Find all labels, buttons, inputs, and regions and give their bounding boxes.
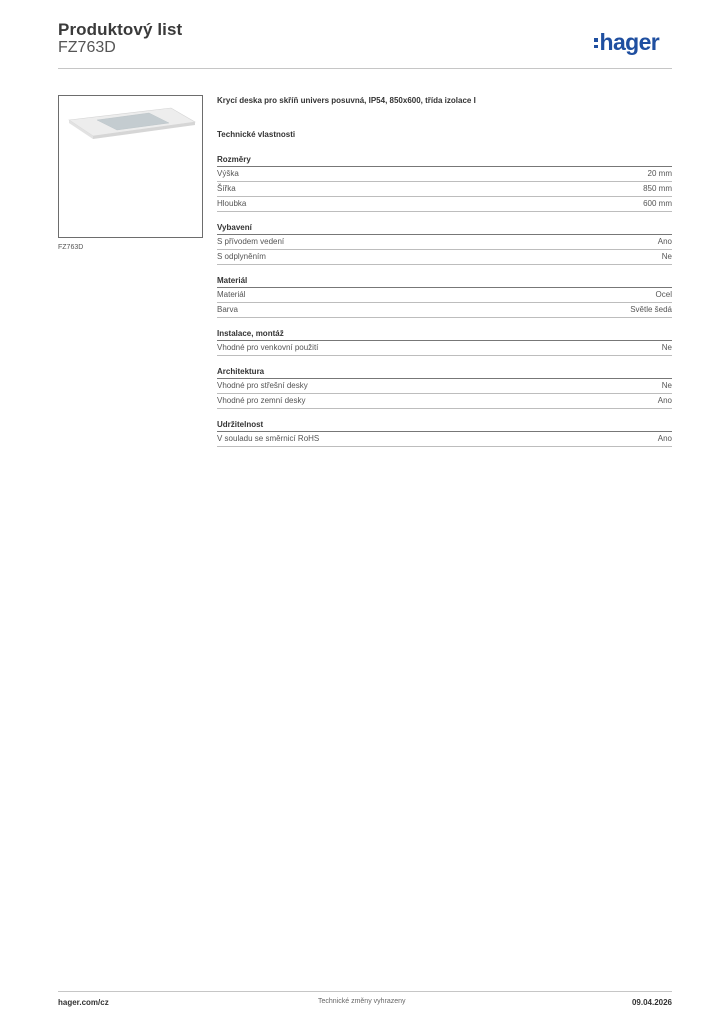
section-title: Instalace, montáž [217,329,672,341]
property-section [217,223,672,265]
property-row [217,235,672,250]
property-label: Vhodné pro venkovní použití [217,343,319,352]
property-row [217,167,672,182]
property-row [217,288,672,303]
property-label: Vhodné pro střešní desky [217,381,308,390]
property-label: Hloubka [217,199,247,208]
logo-dots-icon [594,38,598,48]
property-value: Ne [661,343,672,352]
properties-list [217,155,672,447]
property-value: 600 mm [643,199,672,208]
property-row [217,394,672,409]
property-row [217,182,672,197]
property-label: Výška [217,169,239,178]
property-value: Ano [657,396,672,405]
property-row [217,379,672,394]
section-title: Vybavení [217,223,672,235]
property-label: Vhodné pro zemní desky [217,396,306,405]
page-title: Produktový list [58,20,183,39]
section-title: Architektura [217,367,672,379]
property-section [217,367,672,409]
product-details [217,96,672,447]
section-title: Rozměry [217,155,672,167]
product-image-caption: FZ763D [58,244,84,251]
property-row [217,197,672,212]
footer-website-link[interactable]: hager.com/cz [58,998,109,1007]
property-value: Ne [661,381,672,390]
section-title: Materiál [217,276,672,288]
property-label: S přívodem vedení [217,237,285,246]
logo-text: hager [599,28,660,55]
property-section [217,329,672,356]
footer-date: 09.04.2026 [631,998,672,1007]
property-value: Ocel [655,290,672,299]
property-section [217,276,672,318]
property-section [217,420,672,447]
property-label: S odplyněním [217,252,266,261]
property-label: Materiál [217,290,246,299]
header-divider [58,68,672,69]
product-code: FZ763D [58,39,116,56]
property-value: Ano [657,434,672,443]
property-value: 20 mm [647,169,672,178]
property-value: Světle šedá [630,305,672,314]
technical-properties-heading: Technické vlastnosti [217,130,296,139]
product-image [58,95,203,238]
property-value: 850 mm [643,184,672,193]
footer-notice: Technické změny vyhrazeny [318,998,406,1005]
product-description: Krycí deska pro skříň univers posuvná, IP54, 850x600, třída izolace I [217,96,476,105]
property-row [217,432,672,447]
property-label: V souladu se směrnicí RoHS [217,434,320,443]
property-value: Ano [657,237,672,246]
property-label: Šířka [217,184,236,193]
hager-logo[interactable] [594,28,659,56]
section-title: Udržitelnost [217,420,672,432]
property-label: Barva [217,305,238,314]
property-row [217,303,672,318]
property-row [217,341,672,356]
property-value: Ne [661,252,672,261]
footer-divider [58,991,672,992]
cover-plate-icon [59,96,202,237]
property-row [217,250,672,265]
property-section [217,155,672,212]
